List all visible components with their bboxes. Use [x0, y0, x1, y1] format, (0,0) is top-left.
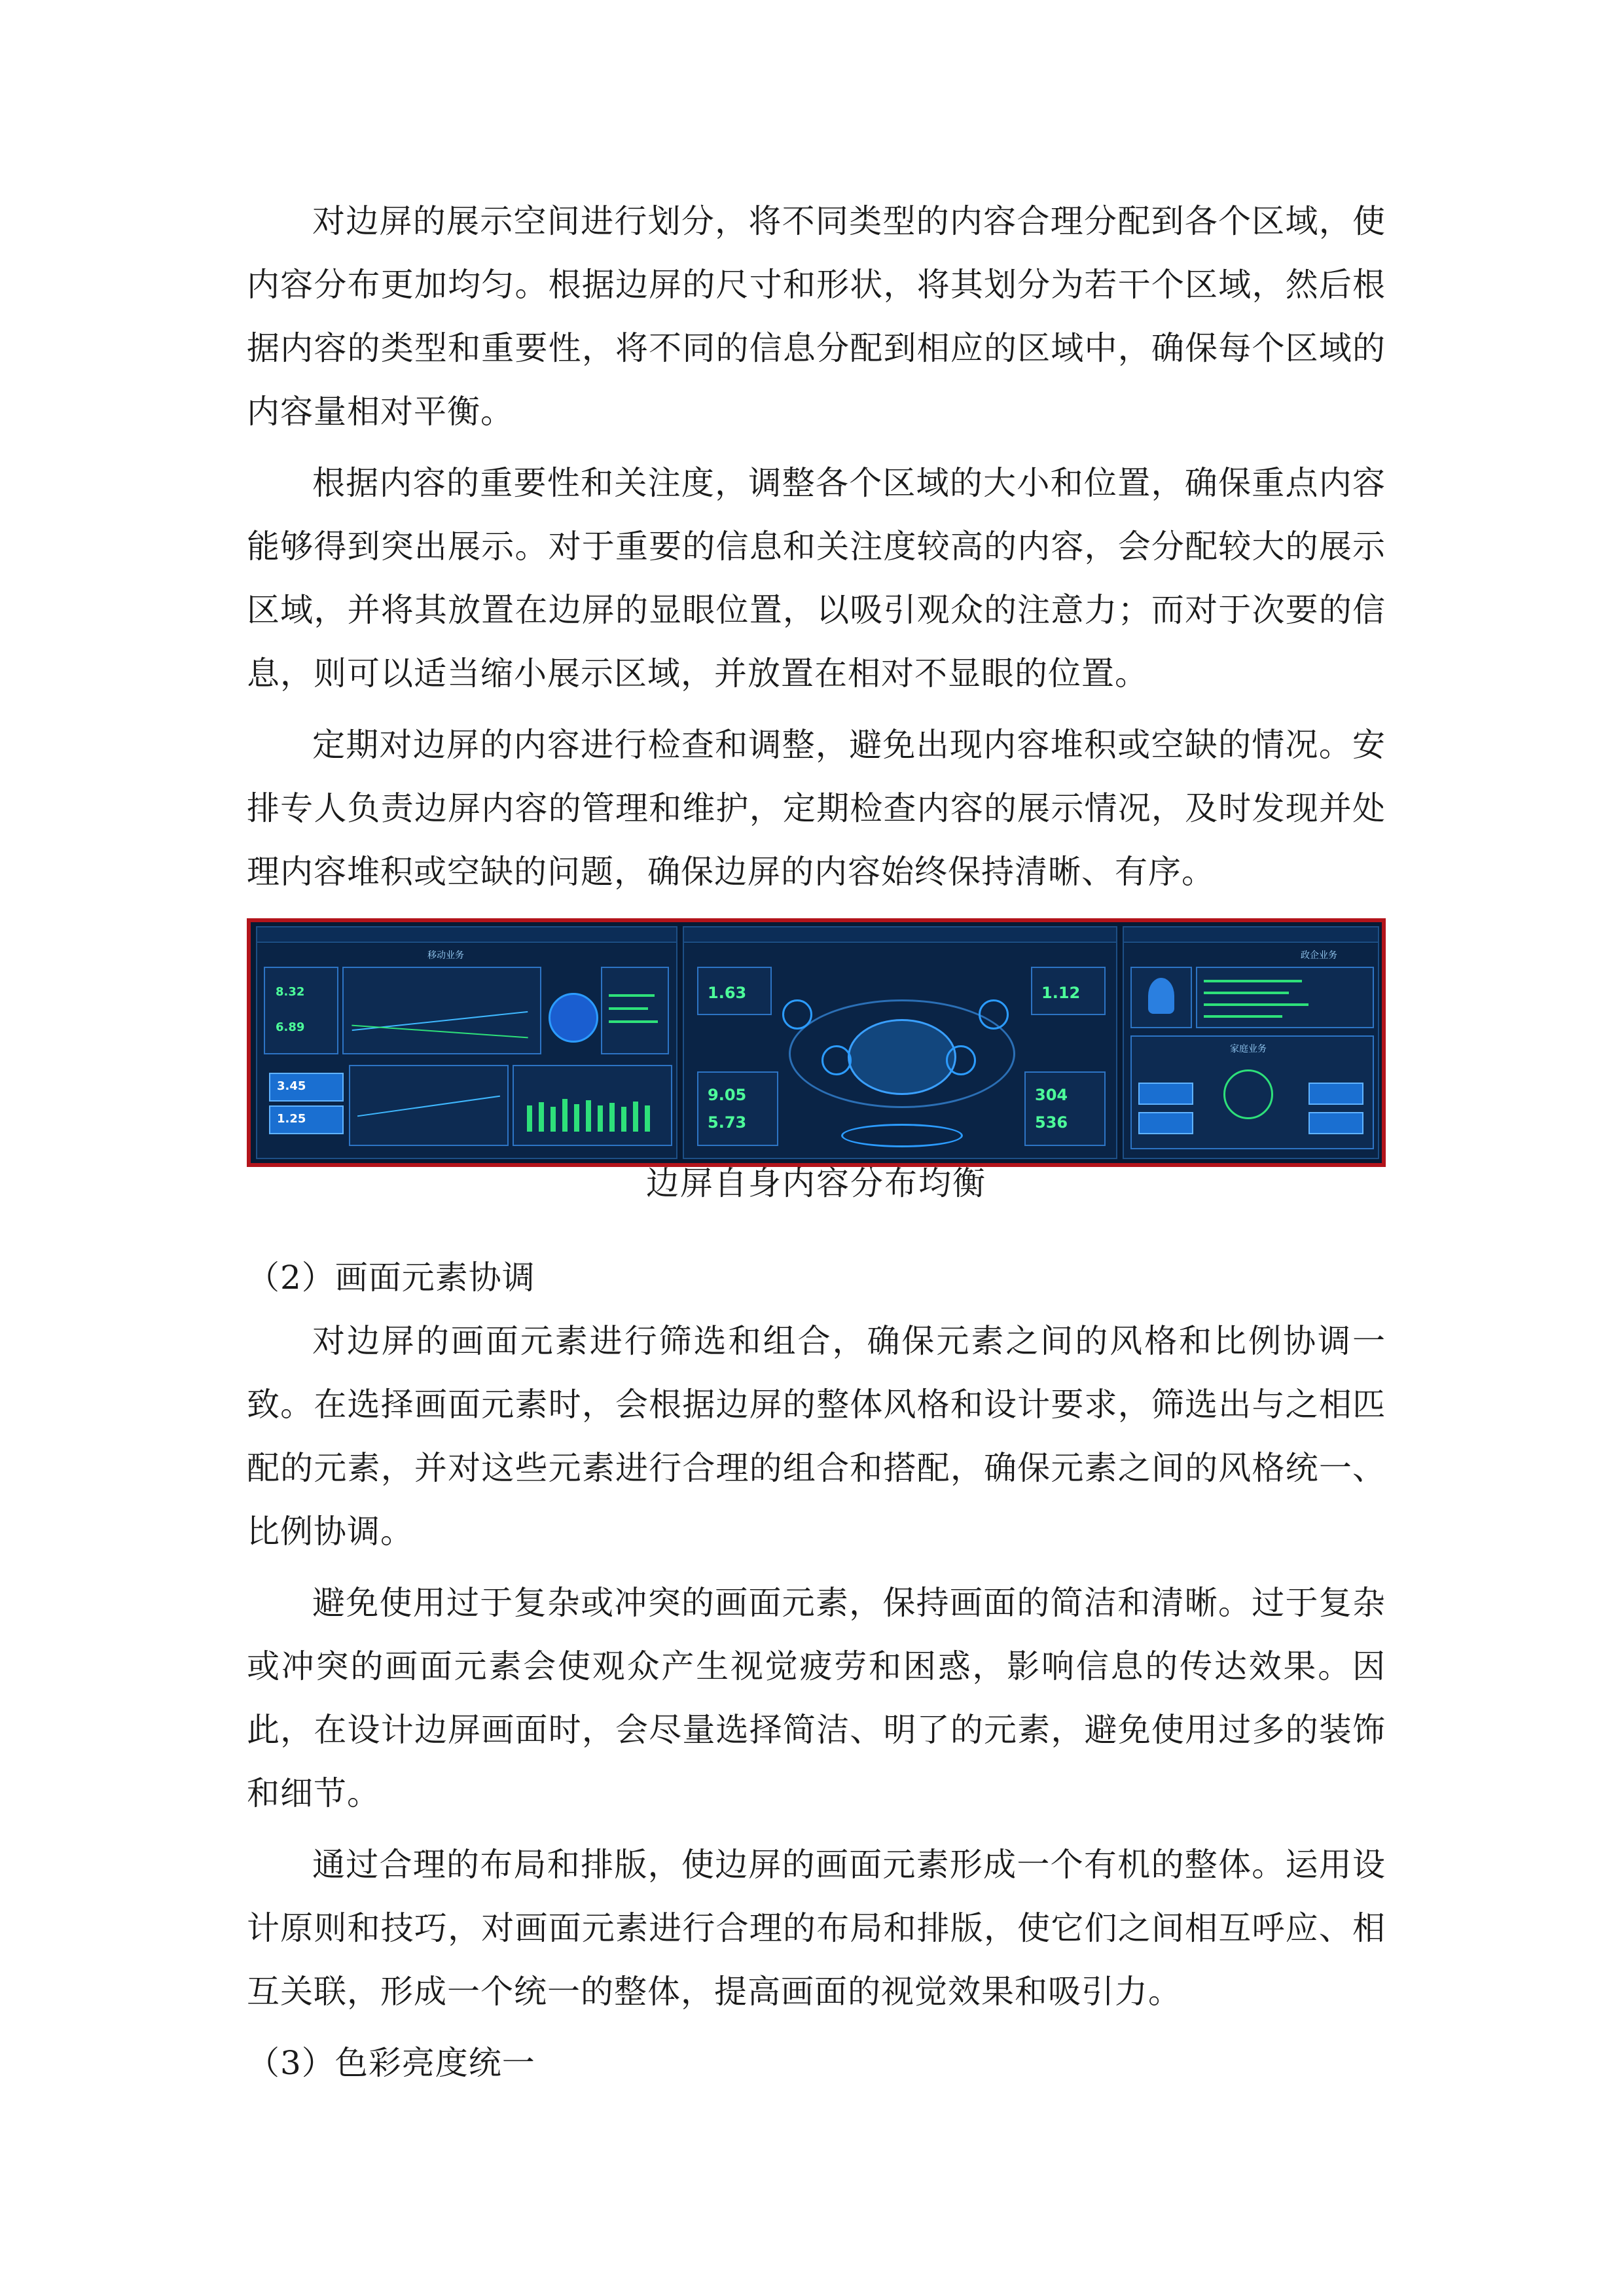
bar-chart-panel — [513, 1065, 672, 1146]
bar — [621, 1107, 626, 1132]
bar — [598, 1105, 603, 1132]
bar — [574, 1104, 579, 1132]
metric-value: 536 — [1035, 1113, 1068, 1132]
list-bar — [1204, 992, 1289, 994]
gauge-ring — [1223, 1069, 1273, 1119]
trend-line — [352, 1011, 528, 1031]
screen-topbar — [257, 927, 676, 942]
screen-topbar — [684, 927, 1116, 942]
value-card — [1138, 1083, 1193, 1105]
value-card — [269, 1073, 344, 1102]
bar — [645, 1105, 650, 1132]
right-screen — [1123, 926, 1379, 1159]
list-panel — [1196, 967, 1374, 1028]
metric-value: 5.73 — [708, 1113, 747, 1132]
gauge-ring — [549, 993, 598, 1043]
list-bar — [1204, 980, 1302, 982]
bar — [527, 1105, 532, 1132]
list-bar — [1204, 1003, 1308, 1006]
stat-value: 8.32 — [276, 985, 305, 999]
trend-line — [352, 1025, 528, 1039]
section-heading: （2）画面元素协调 — [247, 1259, 535, 1297]
metric-value: 1.12 — [1041, 984, 1081, 1002]
node-icon — [821, 1045, 852, 1075]
line-chart-panel — [342, 967, 541, 1054]
stat-value: 6.89 — [276, 1020, 305, 1034]
body-text-top — [247, 190, 1386, 904]
paragraph: 对边屏的展示空间进行划分，将不同类型的内容合理分配到各个区域，使内容分布更加均匀。根据边屏的尺寸和形状，将其划分为若干个区域，然后根据内容的类型和重要性，将不同的信息分配到相应的区域中，确保每个区域的内容量相对平衡。 — [247, 202, 1386, 431]
bar — [633, 1102, 638, 1132]
bar — [539, 1102, 544, 1132]
stat-panel — [264, 967, 338, 1054]
right-screen-title: 政企业务 — [1301, 950, 1337, 961]
paragraph: 定期对边屏的内容进行检查和调整，避免出现内容堆积或空缺的情况。安排专人负责边屏内容的管理和维护，定期检查内容的展示情况，及时发现并处理内容堆积或空缺的问题，确保边屏的内容始终保持清晰、有序。 — [247, 726, 1386, 891]
figure-background — [251, 922, 1382, 1163]
list-panel — [601, 967, 669, 1054]
metric-panel — [697, 1071, 778, 1146]
base-ring — [841, 1124, 963, 1147]
node-icon — [979, 999, 1009, 1030]
card-value: 3.45 — [277, 1079, 306, 1093]
metric-value: 9.05 — [708, 1086, 747, 1104]
metric-value: 304 — [1035, 1086, 1068, 1104]
value-card — [1138, 1112, 1193, 1134]
bar — [550, 1107, 556, 1132]
list-bar — [1204, 1015, 1282, 1018]
node-icon — [782, 999, 812, 1030]
home-business-panel — [1130, 1035, 1374, 1149]
value-card — [269, 1105, 344, 1134]
value-card — [1308, 1112, 1363, 1134]
value-card — [1308, 1083, 1363, 1105]
screen-topbar — [1124, 927, 1378, 942]
paragraph: 对边屏的画面元素进行筛选和组合，确保元素之间的风格和比例协调一致。在选择画面元素时，会根据边屏的整体风格和设计要求，筛选出与之相匹配的元素，并对这些元素进行合理的组合和搭配，确保元素之间的风格统一、比例协调。 — [247, 1322, 1386, 1551]
metric-panel — [1031, 967, 1106, 1015]
bar — [562, 1099, 568, 1132]
bar — [586, 1100, 591, 1132]
section-heading: （3）色彩亮度统一 — [247, 2044, 535, 2082]
map-region — [848, 1019, 956, 1095]
card-value: 1.25 — [277, 1112, 306, 1126]
list-bar — [609, 994, 655, 997]
center-screen — [683, 926, 1117, 1159]
line-chart-panel — [349, 1065, 509, 1146]
figure-caption: 边屏自身内容分布均衡 — [646, 1164, 986, 1202]
paragraph: 通过合理的布局和排版，使边屏的画面元素形成一个有机的整体。运用设计原则和技巧，对画面元素进行合理的布局和排版，使它们之间相互呼应、相互关联，形成一个统一的整体，提高画面的视觉效果和吸引力。 — [247, 1846, 1386, 2011]
metric-value: 1.63 — [708, 984, 747, 1002]
metric-panel — [697, 967, 772, 1015]
paragraph: 避免使用过于复杂或冲突的画面元素，保持画面的简洁和清晰。过于复杂或冲突的画面元素会使观众产生视觉疲劳和困惑，影响信息的传达效果。因此，在设计边屏画面时，会尽量选择简洁、明了的元素，避免使用过多的装饰和细节。 — [247, 1584, 1386, 1812]
panel-subtitle: 家庭业务 — [1230, 1044, 1267, 1054]
profile-panel — [1130, 967, 1192, 1028]
paragraph: 根据内容的重要性和关注度，调整各个区域的大小和位置，确保重点内容能够得到突出展示。对于重要的信息和关注度较高的内容，会分配较大的展示区域，并将其放置在边屏的显眼位置，以吸引观众的注意力；而对于次要的信息，则可以适当缩小展示区域，并放置在相对不显眼的位置。 — [247, 464, 1386, 692]
left-screen-title: 移动业务 — [427, 950, 464, 961]
list-bar — [609, 1007, 648, 1010]
body-text-section-2 — [247, 1246, 1386, 2095]
metric-panel — [1024, 1071, 1106, 1146]
user-icon — [1148, 978, 1174, 1014]
bar — [609, 1103, 615, 1132]
list-bar — [609, 1020, 658, 1023]
dashboard-figure — [247, 918, 1386, 1167]
node-icon — [946, 1045, 976, 1075]
trend-line — [357, 1096, 500, 1117]
left-screen — [256, 926, 677, 1159]
